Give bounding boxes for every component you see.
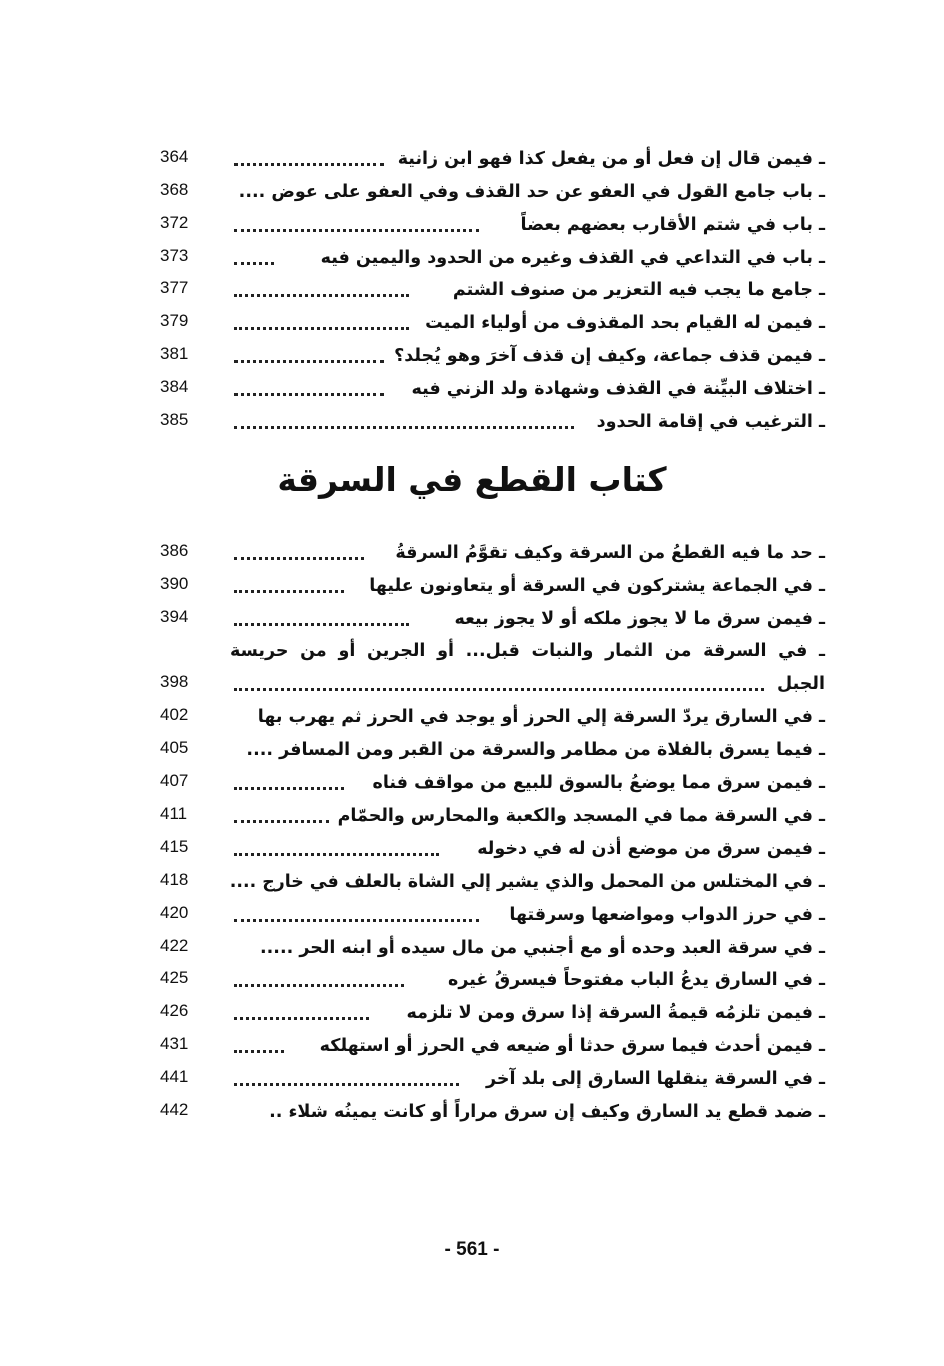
toc-entry-title: ـ اختلاف البيِّنة في القذف وشهادة ولد الزني فيه [411,379,825,400]
toc-entry [160,830,825,863]
dot-leader [234,293,409,297]
dot-leader [234,1082,459,1086]
toc-page-number: 422 [160,935,189,955]
toc-entry [160,929,825,962]
toc-page-number: 394 [160,606,189,626]
toc-entry-title: ـ حد ما فيه القطعُ من السرقة وكيف تقوَّمُ السرقةُ [395,542,825,563]
toc-entry-title: ـ باب في شتم الأقارب بعضهم بعضاً [520,214,825,235]
toc-page-number: 364 [160,146,189,166]
toc-entry [160,994,825,1027]
toc-page-number: 431 [160,1034,189,1054]
toc-page-number: 411 [160,804,188,824]
toc-entry-title: ـ في السرقة مما في المسجد والكعبة والمحارس والحمّام [337,806,825,827]
toc-entry-title: ـ فيمن قذف جماعة، وكيف إن قذف آخرَ وهو يُجلد؟ [394,346,825,367]
toc-entry [160,1060,825,1093]
toc-page-number: 379 [160,311,189,331]
toc-entry-title: ـ فيمن تلزمُه قيمةُ السرقة إذا سرق ومن لا تلزمه [406,1003,825,1024]
page-number: - 561 - [444,1239,500,1260]
toc-entry-title: ـ في الجماعة يشتركون في السرقة أو يتعاونون عليها [369,575,825,596]
dot-leader [234,228,479,232]
dot-leader [234,1049,284,1053]
toc-entry [160,896,825,929]
toc-page-number: 426 [160,1001,189,1021]
toc-entry [160,140,825,173]
toc-page-number: 368 [160,179,189,199]
dot-leader [234,918,479,922]
toc-page-number: 407 [160,771,189,791]
toc-entry [160,797,825,830]
section-title: كتاب القطع في السرقة [277,460,667,499]
toc-page-number: 402 [160,705,189,725]
toc-entry-title: ـ فيما يسرق بالفلاة من مطامر والسرقة من القبر ومن المسافر .... [246,740,825,761]
toc-entry [160,863,825,896]
toc-entry-title: ـ جامع ما يجب فيه التعزير من صنوف الشتم [452,280,825,301]
toc-page-number: 418 [160,869,189,889]
toc-entry [160,337,825,370]
toc-entry-title: ـ باب جامع القول في العفو عن حد القذف وفي العفو على عوض .... [238,181,825,202]
toc-page-number: 420 [160,902,189,922]
dot-leader [234,425,574,429]
toc-entry [160,600,825,633]
toc-entry-title: ـ فيمن سرق مما يوضعُ بالسوق للبيع من مواقف فناه [372,773,825,794]
toc-entry-title: ـ في المختلس من المحمل والذي يشير إلي الشاة بالعلف في خارج .... [229,871,825,892]
dot-leader [234,819,329,823]
dot-leader [234,852,439,856]
toc-page-number: 441 [160,1067,189,1087]
toc-entry [160,304,825,337]
toc-list-top [160,140,825,436]
toc-page-number: 405 [160,738,189,758]
toc-entry-title: ـ فيمن له القيام بحد المقذوف من أولياء الميت [425,313,825,334]
dot-leader [234,261,274,265]
toc-entry-title: ـ في السارق يردّ السرقة إلي الحرز أو يوجد في الحرز ثم يهرب بها [257,707,825,728]
toc-entry-title: ـ فيمن قال إن فعل أو من يفعل كذا فهو ابن زانية [397,148,825,169]
toc-page-number: 390 [160,573,189,593]
toc-entry-title: ـ ضمد قطع يد السارق وكيف إن سرق مراراً أو كانت يمينُه شلاء .. [269,1102,825,1123]
toc-page-number: 442 [160,1100,189,1120]
toc-entry [160,239,825,272]
toc-entry [160,403,825,436]
toc-entry [160,567,825,600]
toc-page-number: 425 [160,968,189,988]
toc-page-number: 398 [160,672,189,692]
toc-entry-title: ـ الترغيب في إقامة الحدود [596,412,825,433]
dot-leader [234,983,404,987]
toc-list-bottom [160,534,825,1126]
toc-entry-title-continuation: الجبل [777,674,825,695]
toc-entry-title: ـ في سرقة العبد وحده أو مع أجنبي من مال سيده أو ابنه الحر ..... [260,937,825,958]
toc-page-number: 373 [160,245,189,265]
dot-leader [234,687,764,691]
toc-entry [160,173,825,206]
toc-entry [160,698,825,731]
dot-leader [234,359,384,363]
dot-leader [234,1016,369,1020]
toc-entry [160,206,825,239]
toc-entry [160,962,825,995]
toc-entry [160,534,825,567]
toc-entry-title: ـ فيمن أحدث فيما سرق حدثا أو ضيعه في الحرز أو استهلكه [319,1036,825,1057]
toc-entry-title: ـ في السارق يدعُ الباب مفتوحاً فيسرقُ غيره [448,970,825,991]
toc-entry-title: ـ في حرز الدواب ومواضعها وسرقتها [509,904,825,925]
toc-page-number: 386 [160,540,189,560]
dot-leader [234,326,409,330]
toc-entry [160,764,825,797]
dot-leader [234,162,384,166]
toc-page-number: 384 [160,377,189,397]
toc-entry-title: ـ في السرقة ينقلها السارق إلى بلد آخر [486,1069,825,1090]
toc-page-number: 415 [160,836,189,856]
toc-page-number: 372 [160,212,189,232]
dot-leader [234,786,344,790]
dot-leader [234,622,409,626]
toc-entry [160,370,825,403]
toc-entry-title: ـ في السرقة من الثمار والنبات قبل... أو الجرين أو من حريسة [230,641,825,662]
toc-entry [160,1093,825,1126]
toc-page-number: 381 [160,344,189,364]
dot-leader [234,556,364,560]
toc-entry-title: ـ فيمن سرق ما لا يجوز ملكه أو لا يجوز بيعه [454,608,825,629]
toc-page-number: 385 [160,410,189,430]
toc-entry [160,731,825,764]
dot-leader [234,589,344,593]
toc-page-number: 377 [160,278,189,298]
toc-entry [160,1027,825,1060]
toc-entry-title: ـ باب في التداعي في القذف وغيره من الحدود واليمين فيه [320,247,825,268]
toc-entry-title: ـ فيمن سرق من موضع أذن له في دخوله [477,838,825,859]
toc-entry [160,633,825,699]
dot-leader [234,392,384,396]
toc-entry [160,272,825,305]
